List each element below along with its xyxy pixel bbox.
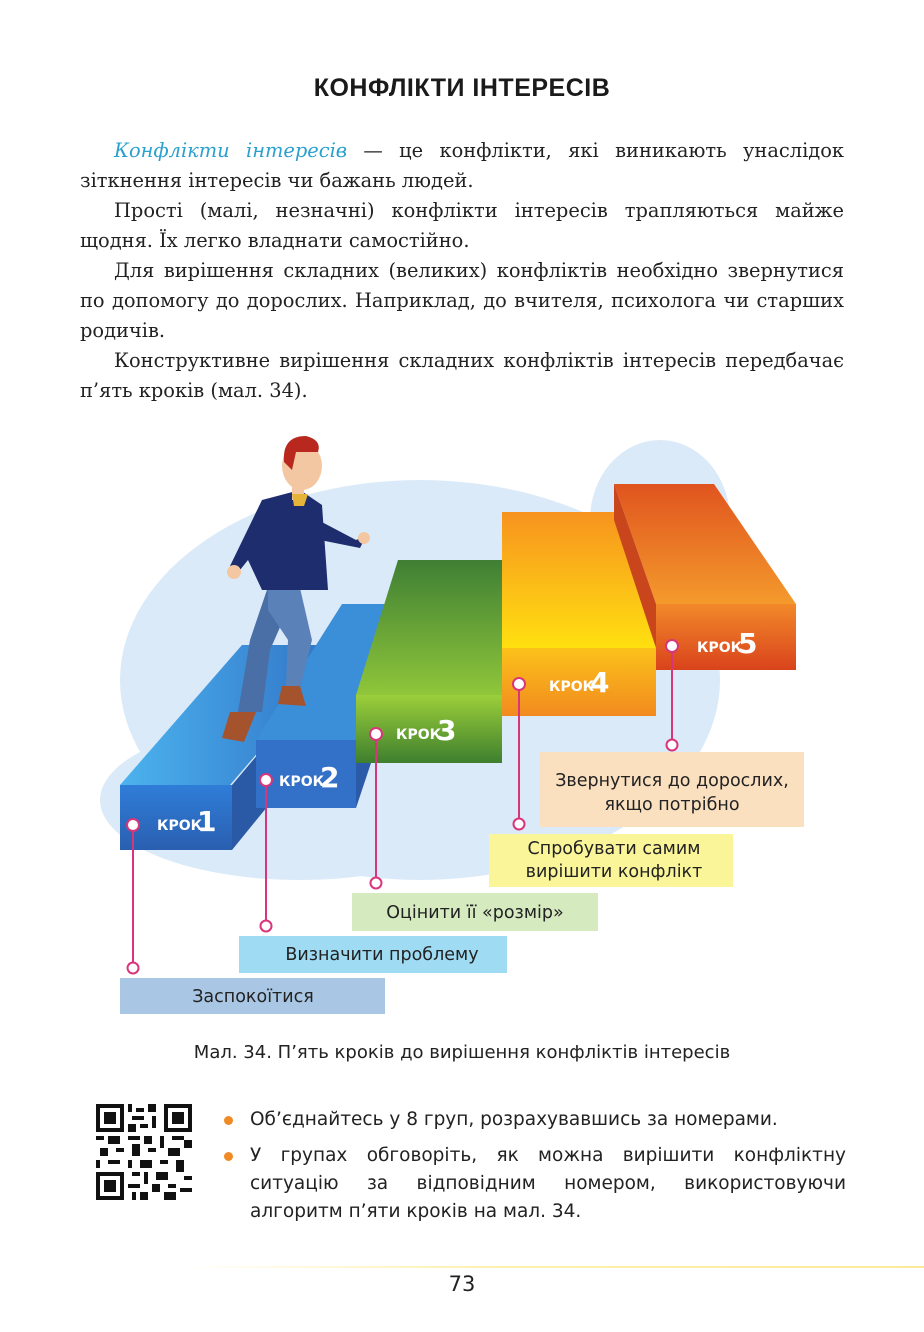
label-line: Визначити проблему (285, 945, 479, 965)
label-line: Оцінити її «розмір» (386, 903, 564, 923)
step-word: КРОК (279, 774, 325, 790)
term-highlight: Конфлікти інтересів (114, 139, 348, 162)
body-text (80, 136, 844, 406)
step-number: 4 (590, 666, 610, 699)
label-box-step-4 (489, 834, 733, 887)
footer-divider (180, 1266, 924, 1268)
step-word: КРОК (396, 727, 442, 743)
step-word: КРОК (157, 818, 203, 834)
step-number: 5 (738, 627, 758, 660)
figure-caption: Мал. 34. П’ять кроків до вирішення конфліктів інтересів (193, 1042, 731, 1063)
task-item (222, 1142, 846, 1226)
label-box-step-5 (540, 752, 804, 827)
step-number: 1 (197, 805, 217, 838)
label-line: Звернутися до дорослих, (555, 771, 789, 791)
paragraph-five-steps: Конструктивне вирішення складних конфліктів інтересів передбачає п’ять кроків (мал. 34). (80, 349, 844, 402)
label-line: Спробувати самим (527, 839, 701, 859)
page-number: 73 (448, 1272, 476, 1296)
label-line: якщо потрібно (604, 795, 740, 815)
label-box-step-3 (352, 893, 598, 931)
qr-code[interactable] (96, 1104, 192, 1200)
bullet-icon (224, 1152, 233, 1161)
task-item (222, 1106, 846, 1134)
task-list (222, 1106, 846, 1234)
label-box-step-2 (239, 936, 507, 973)
step-word: КРОК (549, 679, 595, 695)
label-line: Заспокоїтися (192, 987, 314, 1007)
section-heading: КОНФЛІКТИ ІНТЕРЕСІВ (313, 74, 611, 102)
label-line: вирішити конфлікт (525, 862, 703, 882)
step-number: 3 (437, 714, 457, 747)
task-text: У групах обговоріть, як можна вирішити конфліктну ситуацію за відповідним номером, використовуючи алгоритм п’яти кроків на мал. 34. (250, 1145, 846, 1222)
step-word: КРОК (697, 640, 743, 656)
task-text: Об’єднайтесь у 8 груп, розрахувавшись за номерами. (250, 1109, 778, 1130)
paragraph-complex-conflicts: Для вирішення складних (великих) конфліктів необхідно звернутися по допомогу до дорослих. Наприклад, до вчителя, психолога чи старших родичів. (80, 259, 844, 342)
paragraph-simple-conflicts: Прості (малі, незначні) конфлікти інтересів трапляються майже щодня. Їх легко владнати самостійно. (80, 199, 844, 252)
step-number: 2 (320, 761, 340, 794)
label-box-step-1 (120, 978, 385, 1014)
five-steps-illustration (0, 420, 924, 1020)
paragraph-definition (80, 136, 844, 196)
bullet-icon (224, 1116, 233, 1125)
definition-text: — це конфлікти, які виникають унаслідок зіткнення інтересів чи бажань людей. (80, 139, 845, 192)
